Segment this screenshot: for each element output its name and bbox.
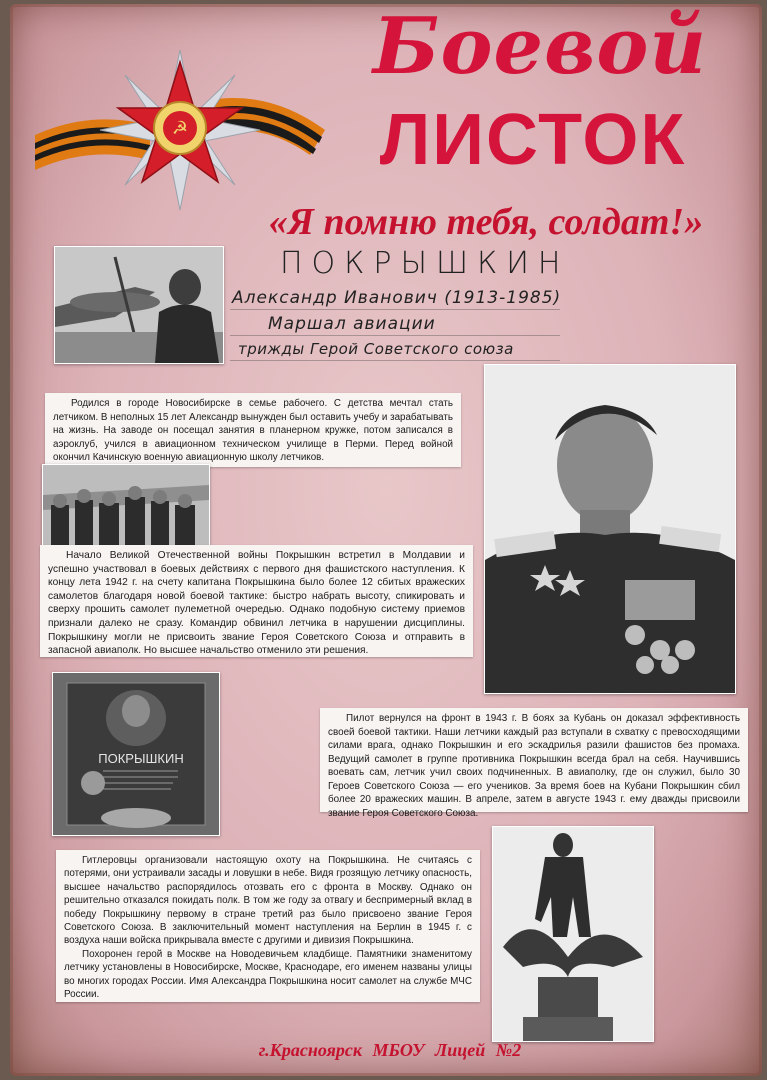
hero-title-handwritten: трижды Герой Советского союза: [238, 340, 514, 358]
monument-photo: [492, 826, 654, 1042]
paragraph-war-start: [40, 545, 473, 657]
order-emblem-icon: [30, 40, 330, 220]
paragraph-kuban-text: Пилот вернулся на фронт в 1943 г. В боях за Кубань он доказал эффективность своей боевой тактики. Наши летчики каждый раз вступали в схватку с превосходящими силами врага, однако Покрышкин и его эскадрилья разили фашистов без промаха. Ведущий самолет в группе противника Покрышкин всегда брал на себя. Научившись воевать сам, летчик учил своих подчиненных. В авиаполку, где он служил, было 30 Героев Советского Союза — его учеников. За время боев на Кубани Покрышкин сбил более 20 вражеских машин. В апреле, затем в августе 1943 г. ему дважды присвоили звание Героя Советского Союза.: [328, 713, 740, 819]
pilot-plane-photo: [54, 246, 224, 364]
title-boevoy: Боевой: [372, 1, 708, 92]
rank-handwritten: Маршал авиации: [268, 314, 436, 334]
surname-handwritten: ПОКРЫШКИН: [280, 246, 570, 281]
underline-3: [230, 360, 560, 361]
title-listok: ЛИСТОК: [379, 100, 687, 180]
paragraph-later-life-text-a: Гитлеровцы организовали настоящую охоту на Покрышкина. Не считаясь с потерями, они устраивали засады и ловушки в небе. Видя грозящую летчику опасность, высшее начальство распорядилось отозвать его с фронта в Москву. Однако он решительно отказался покидать полк. В том же году за отвагу и беспримерный вклад в победу Покрышкину первому в стране третий раз было присвоено звание Героя Советского Союза. В заключительный момент наступления на Берлин в 1945 г. с воздуха наши войска прикрывала вместе с другими и дивизия Покрышкина.: [64, 855, 472, 947]
paragraph-later-life-text-b: Похоронен герой в Москве на Новодевичьем кладбище. Памятники знаменитому летчику установлены в Новосибирске, Москве, Краснодаре, его именем названы улицы во многих городах России. Имя Александра Покрышкина носит самолет на службе МЧС России.: [64, 948, 472, 1001]
footer-school: г.Красноярск МБОУ Лицей №2: [258, 1040, 522, 1060]
paragraph-biography: [45, 393, 461, 467]
paragraph-later-life: [56, 850, 480, 1002]
group-photo: [42, 464, 210, 552]
svg-text:☭: ☭: [171, 118, 189, 139]
paragraph-kuban: [320, 708, 748, 819]
portrait-photo: [484, 364, 736, 694]
paragraph-biography-text: Родился в городе Новосибирске в семье рабочего. С детства мечтал стать летчиком. В неполных 15 лет Александр вынужден был оставить учебу и зарабатывать на жизнь. На заводе он посещал занятия в планерном кружке, потом записался в аэроклуб, учился в авиационном техническом училище в Перми. Перед войной окончил Качинскую военную авиационную школу летчиков.: [53, 398, 454, 463]
motto-heading: «Я помню тебя, солдат!»: [268, 201, 704, 243]
memorial-plaque-photo: [52, 672, 220, 836]
underline-2: [230, 335, 560, 336]
name-years-handwritten: Александр Иванович (1913-1985): [232, 288, 562, 308]
plaque-name-text: ПОКРЫШКИН: [98, 751, 184, 766]
paragraph-war-start-text: Начало Великой Отечественной войны Покрышкин встретил в Молдавии и успешно участвовал в боевых действиях с первого дня фашистского наступления. К концу лета 1942 г. на счету капитана Покрышкина было более 12 сбитых вражеских самолетов благодаря новой боевой тактике: быстро набрать высоту, спикировать и сверху прошить самолет пулеметной очередью. Однако подобную систему приемов признали далеко не сразу. Командир обвинил летчика в нарушении дисциплины. Покрышкину могли не присвоить звание Героя Советского Союза и отправить в запасной авиаполк. Но высшее начальство отменило эти решения.: [48, 550, 465, 657]
underline-1: [230, 309, 560, 310]
